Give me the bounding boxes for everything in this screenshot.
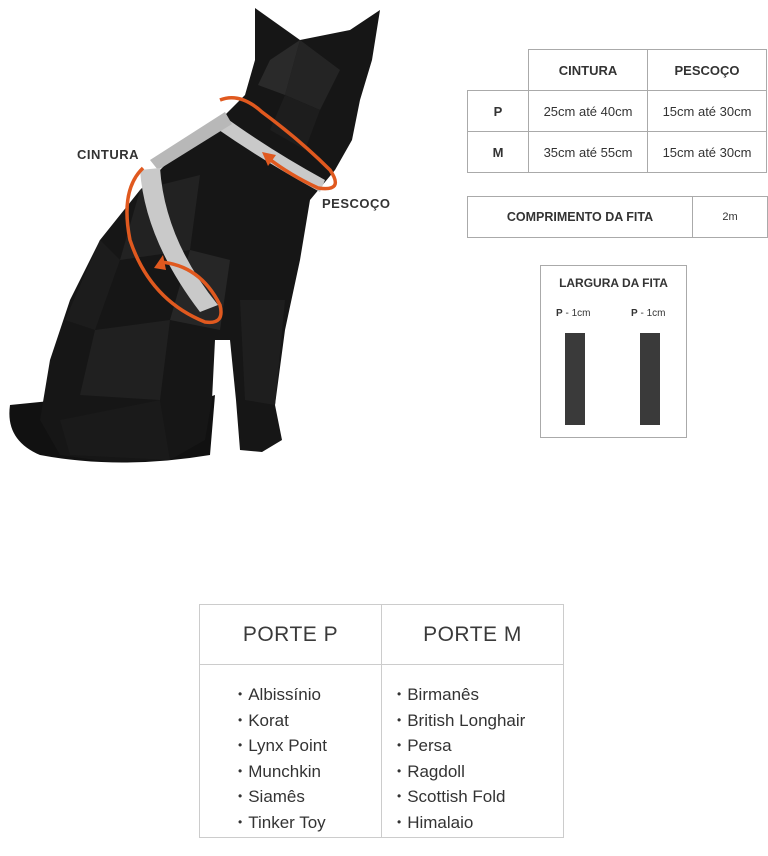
pescoco-value: 15cm até 30cm [648,91,767,132]
porte-m-cell [382,665,564,838]
porte-m-breed-list [382,683,563,837]
swatch-separator: - [637,308,647,319]
swatch-separator: - [562,308,572,319]
swatch-size: P [556,308,563,319]
strap-width-swatch [565,333,585,425]
breed-table-body-row [200,665,564,838]
breed-item: • British Longhair [397,709,563,735]
breed-item: • Birmanês [397,683,563,709]
breed-item: • Himalaio [397,811,563,837]
breed-size-table [199,604,564,838]
callout-neck: PESCOÇO [322,196,391,211]
size-row-m [468,132,767,173]
breed-table-header-row [200,605,564,665]
breed-item: • Munchkin [238,760,381,786]
swatch-label [631,308,665,319]
breed-item: • Korat [238,709,381,735]
porte-p-breed-list [200,683,381,837]
strap-length-label: COMPRIMENTO DA FITA [468,197,693,238]
cintura-value: 35cm até 55cm [529,132,648,173]
strap-length-value: 2m [693,197,768,238]
cintura-value: 25cm até 40cm [529,91,648,132]
breed-item: • Persa [397,734,563,760]
porte-p-cell [200,665,382,838]
header-pescoco: PESCOÇO [648,50,767,91]
breed-item: • Tinker Toy [238,811,381,837]
strap-length-table [467,196,768,238]
strap-width-box [540,265,687,438]
breed-item: • Siamês [238,785,381,811]
swatch-label [556,308,590,319]
header-porte-p: PORTE P [200,605,382,665]
swatch-size: P [631,308,638,319]
swatch-width: 1cm [571,308,591,319]
breed-item: • Scottish Fold [397,785,563,811]
size-label: P [468,91,529,132]
size-table-corner [468,50,529,91]
cat-harness-illustration [0,0,460,480]
size-row-p [468,91,767,132]
breed-item: • Lynx Point [238,734,381,760]
pescoco-value: 15cm até 30cm [648,132,767,173]
size-table-header-row [468,50,767,91]
cat-silhouette [9,8,380,463]
header-porte-m: PORTE M [382,605,564,665]
callout-waist: CINTURA [77,147,139,162]
breed-item: • Albissínio [238,683,381,709]
strap-length-row [468,197,768,238]
breed-item: • Ragdoll [397,760,563,786]
size-label: M [468,132,529,173]
strap-width-swatch [640,333,660,425]
header-cintura: CINTURA [529,50,648,91]
strap-width-title: LARGURA DA FITA [559,276,668,290]
swatch-width: 1cm [646,308,666,319]
size-measurement-table [467,49,767,173]
